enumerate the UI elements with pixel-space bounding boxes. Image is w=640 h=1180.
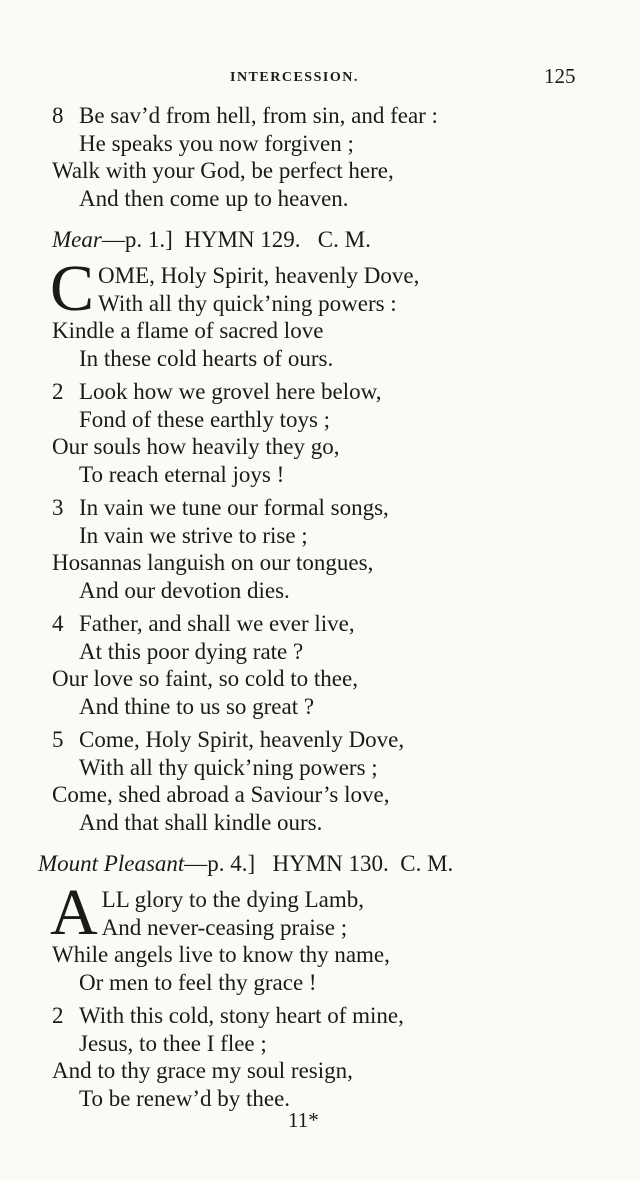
verse-line: OME, Holy Spirit, heavenly Dove,	[98, 263, 420, 288]
verse-line: Or men to feel thy grace !	[79, 969, 317, 995]
verse-line: 8 Be sav’d from hell, from sin, and fear :	[52, 103, 438, 128]
tune-reference: —p. 1.]	[101, 227, 173, 252]
verse-line: 5 Come, Holy Spirit, heavenly Dove,	[52, 727, 405, 752]
stanza-number: 2	[52, 379, 64, 404]
hymn-129-stanza-2	[52, 378, 592, 488]
hymn-129-stanza-5	[52, 726, 592, 836]
verse-line: 3 In vain we tune our formal songs,	[52, 495, 389, 520]
hymn-129-stanza-3	[52, 494, 592, 604]
verse-line: In these cold hearts of ours.	[79, 345, 334, 371]
verse-line: 2 With this cold, stony heart of mine,	[52, 1003, 404, 1028]
verse-line: With all thy quick’ning powers ;	[79, 754, 378, 780]
verse-line: Kindle a flame of sacred love	[52, 318, 324, 343]
verse-line: And that shall kindle ours.	[79, 809, 323, 835]
running-head: INTERCESSION.	[230, 70, 359, 85]
verse-line: LL glory to the dying Lamb,	[101, 887, 364, 912]
verse-line: Walk with your God, be perfect here,	[52, 158, 394, 183]
verse-line: Fond of these earthly toys ;	[79, 406, 331, 432]
drop-cap: A	[50, 876, 98, 949]
verse-line: And never-ceasing praise ;	[101, 914, 348, 940]
stanza-number: 4	[52, 611, 64, 636]
verse-line: In vain we strive to rise ;	[79, 522, 308, 548]
stanza-number: 5	[52, 727, 64, 752]
page-body	[38, 102, 592, 1118]
hymn-130-stanza-1	[50, 876, 592, 996]
verse-line: And then come up to heaven.	[79, 185, 349, 211]
verse-line: And to thy grace my soul resign,	[52, 1058, 353, 1083]
hymn-meter: C. M.	[400, 851, 454, 876]
signature-mark: 11*	[288, 1108, 319, 1132]
hymn-129-stanza-1	[50, 252, 592, 372]
verse-line: Our love so faint, so cold to thee,	[52, 666, 358, 691]
hymn-title: HYMN 129.	[184, 227, 301, 252]
page-header	[0, 62, 640, 92]
tune-name: Mear	[52, 227, 102, 252]
verse-line: At this poor dying rate ?	[79, 638, 304, 664]
verse-line: Our souls how heavily they go,	[52, 434, 340, 459]
tune-name: Mount Pleasant	[38, 851, 185, 876]
page-number: 125	[544, 64, 576, 88]
drop-cap: C	[50, 252, 95, 325]
verse-line: To reach eternal joys !	[79, 461, 285, 487]
verse-line: 4 Father, and shall we ever live,	[52, 611, 355, 636]
hymn-129-heading	[52, 226, 592, 254]
verse-line: To be renew’d by thee.	[79, 1085, 291, 1111]
prev-stanza-8	[52, 102, 592, 212]
verse-line: And thine to us so great ?	[79, 693, 315, 719]
hymn-meter: C. M.	[317, 227, 371, 252]
verse-line: While angels live to know thy name,	[52, 942, 390, 967]
verse-line: Come, shed abroad a Saviour’s love,	[52, 782, 390, 807]
hymn-130-stanza-2	[52, 1002, 592, 1112]
verse-line: Hosannas languish on our tongues,	[52, 550, 374, 575]
hymn-title: HYMN 130.	[272, 851, 389, 876]
stanza-number: 8	[52, 103, 64, 128]
stanza-number: 3	[52, 495, 64, 520]
verse-line: He speaks you now forgiven ;	[79, 130, 354, 156]
hymn-129-stanza-4	[52, 610, 592, 720]
stanza-number: 2	[52, 1003, 64, 1028]
verse-line: And our devotion dies.	[79, 577, 290, 603]
verse-line: 2 Look how we grovel here below,	[52, 379, 382, 404]
verse-line: With all thy quick’ning powers :	[98, 290, 397, 316]
hymn-130-heading	[38, 850, 592, 878]
tune-reference: —p. 4.]	[184, 851, 256, 876]
verse-line: Jesus, to thee I flee ;	[79, 1030, 267, 1056]
